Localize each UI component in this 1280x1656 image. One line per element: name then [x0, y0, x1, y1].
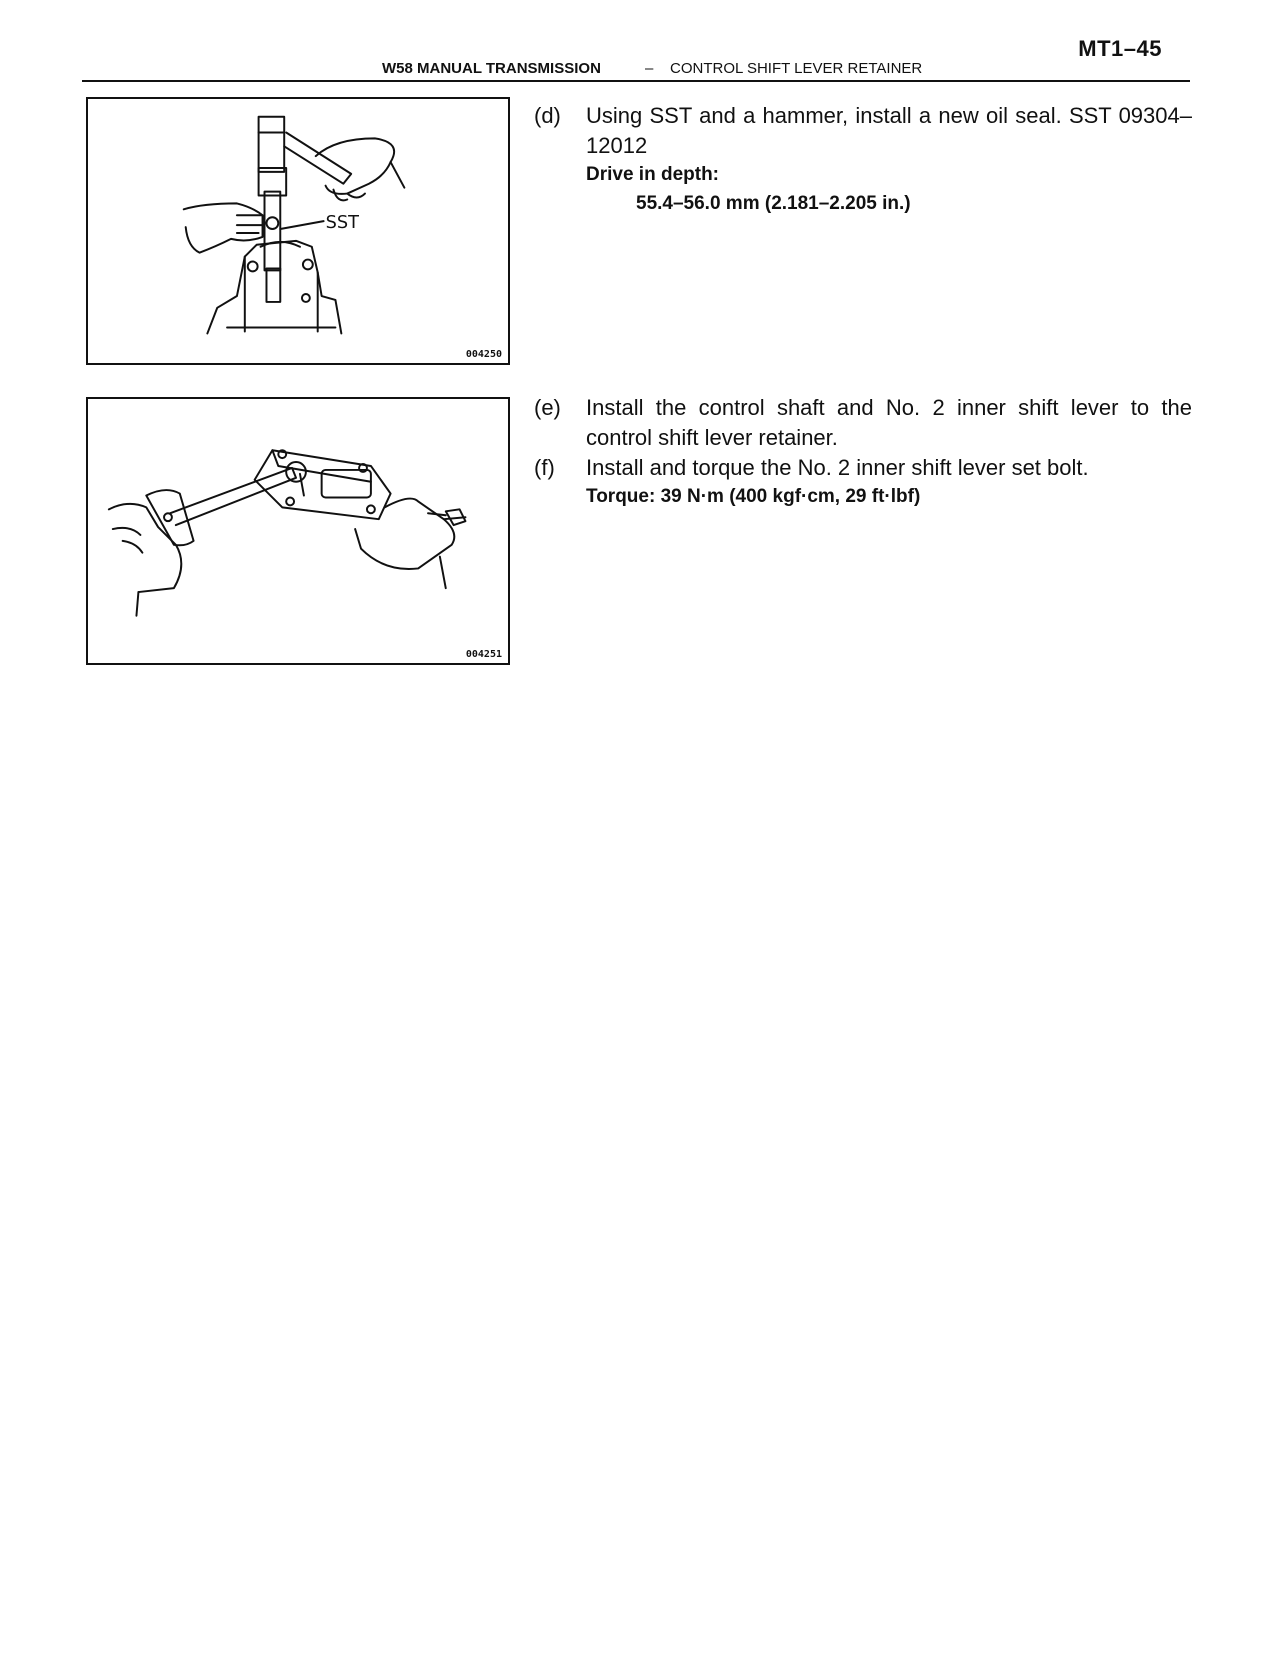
- figure-code: 004251: [465, 649, 502, 660]
- step-f: [534, 453, 1192, 483]
- step-text: Install the control shaft and No. 2 inner shift lever to the control shift lever retainer.: [586, 395, 1192, 450]
- torque-spec: Torque: 39 N·m (400 kgf·cm, 29 ft·lbf): [586, 486, 921, 507]
- step-d: [534, 101, 1192, 161]
- oil-seal-illustration: [88, 99, 508, 363]
- step-text: Install and torque the No. 2 inner shift lever set bolt.: [586, 455, 1089, 480]
- step-marker: (e): [534, 395, 561, 420]
- torque-wrench-illustration: [88, 399, 508, 663]
- drive-depth-label: Drive in depth:: [586, 164, 720, 185]
- section-title: W58 MANUAL TRANSMISSION: [382, 60, 601, 77]
- page-number: MT1–45: [1078, 36, 1162, 61]
- figure-torque-set-bolt: [86, 397, 510, 665]
- drive-depth-value: 55.4–56.0 mm (2.181–2.205 in.): [636, 193, 911, 214]
- subsection-title: CONTROL SHIFT LEVER RETAINER: [670, 60, 923, 77]
- header-separator: –: [645, 60, 654, 77]
- figure-install-oil-seal: [86, 97, 510, 365]
- step-marker: (f): [534, 455, 555, 480]
- figure-code: 004250: [465, 349, 502, 360]
- step-text: Using SST and a hammer, install a new oil seal. SST 09304–12012: [586, 103, 1192, 158]
- running-header: [82, 58, 1190, 82]
- step-e: [534, 393, 1192, 453]
- step-marker: (d): [534, 103, 561, 128]
- sst-callout-label: SST: [325, 213, 359, 234]
